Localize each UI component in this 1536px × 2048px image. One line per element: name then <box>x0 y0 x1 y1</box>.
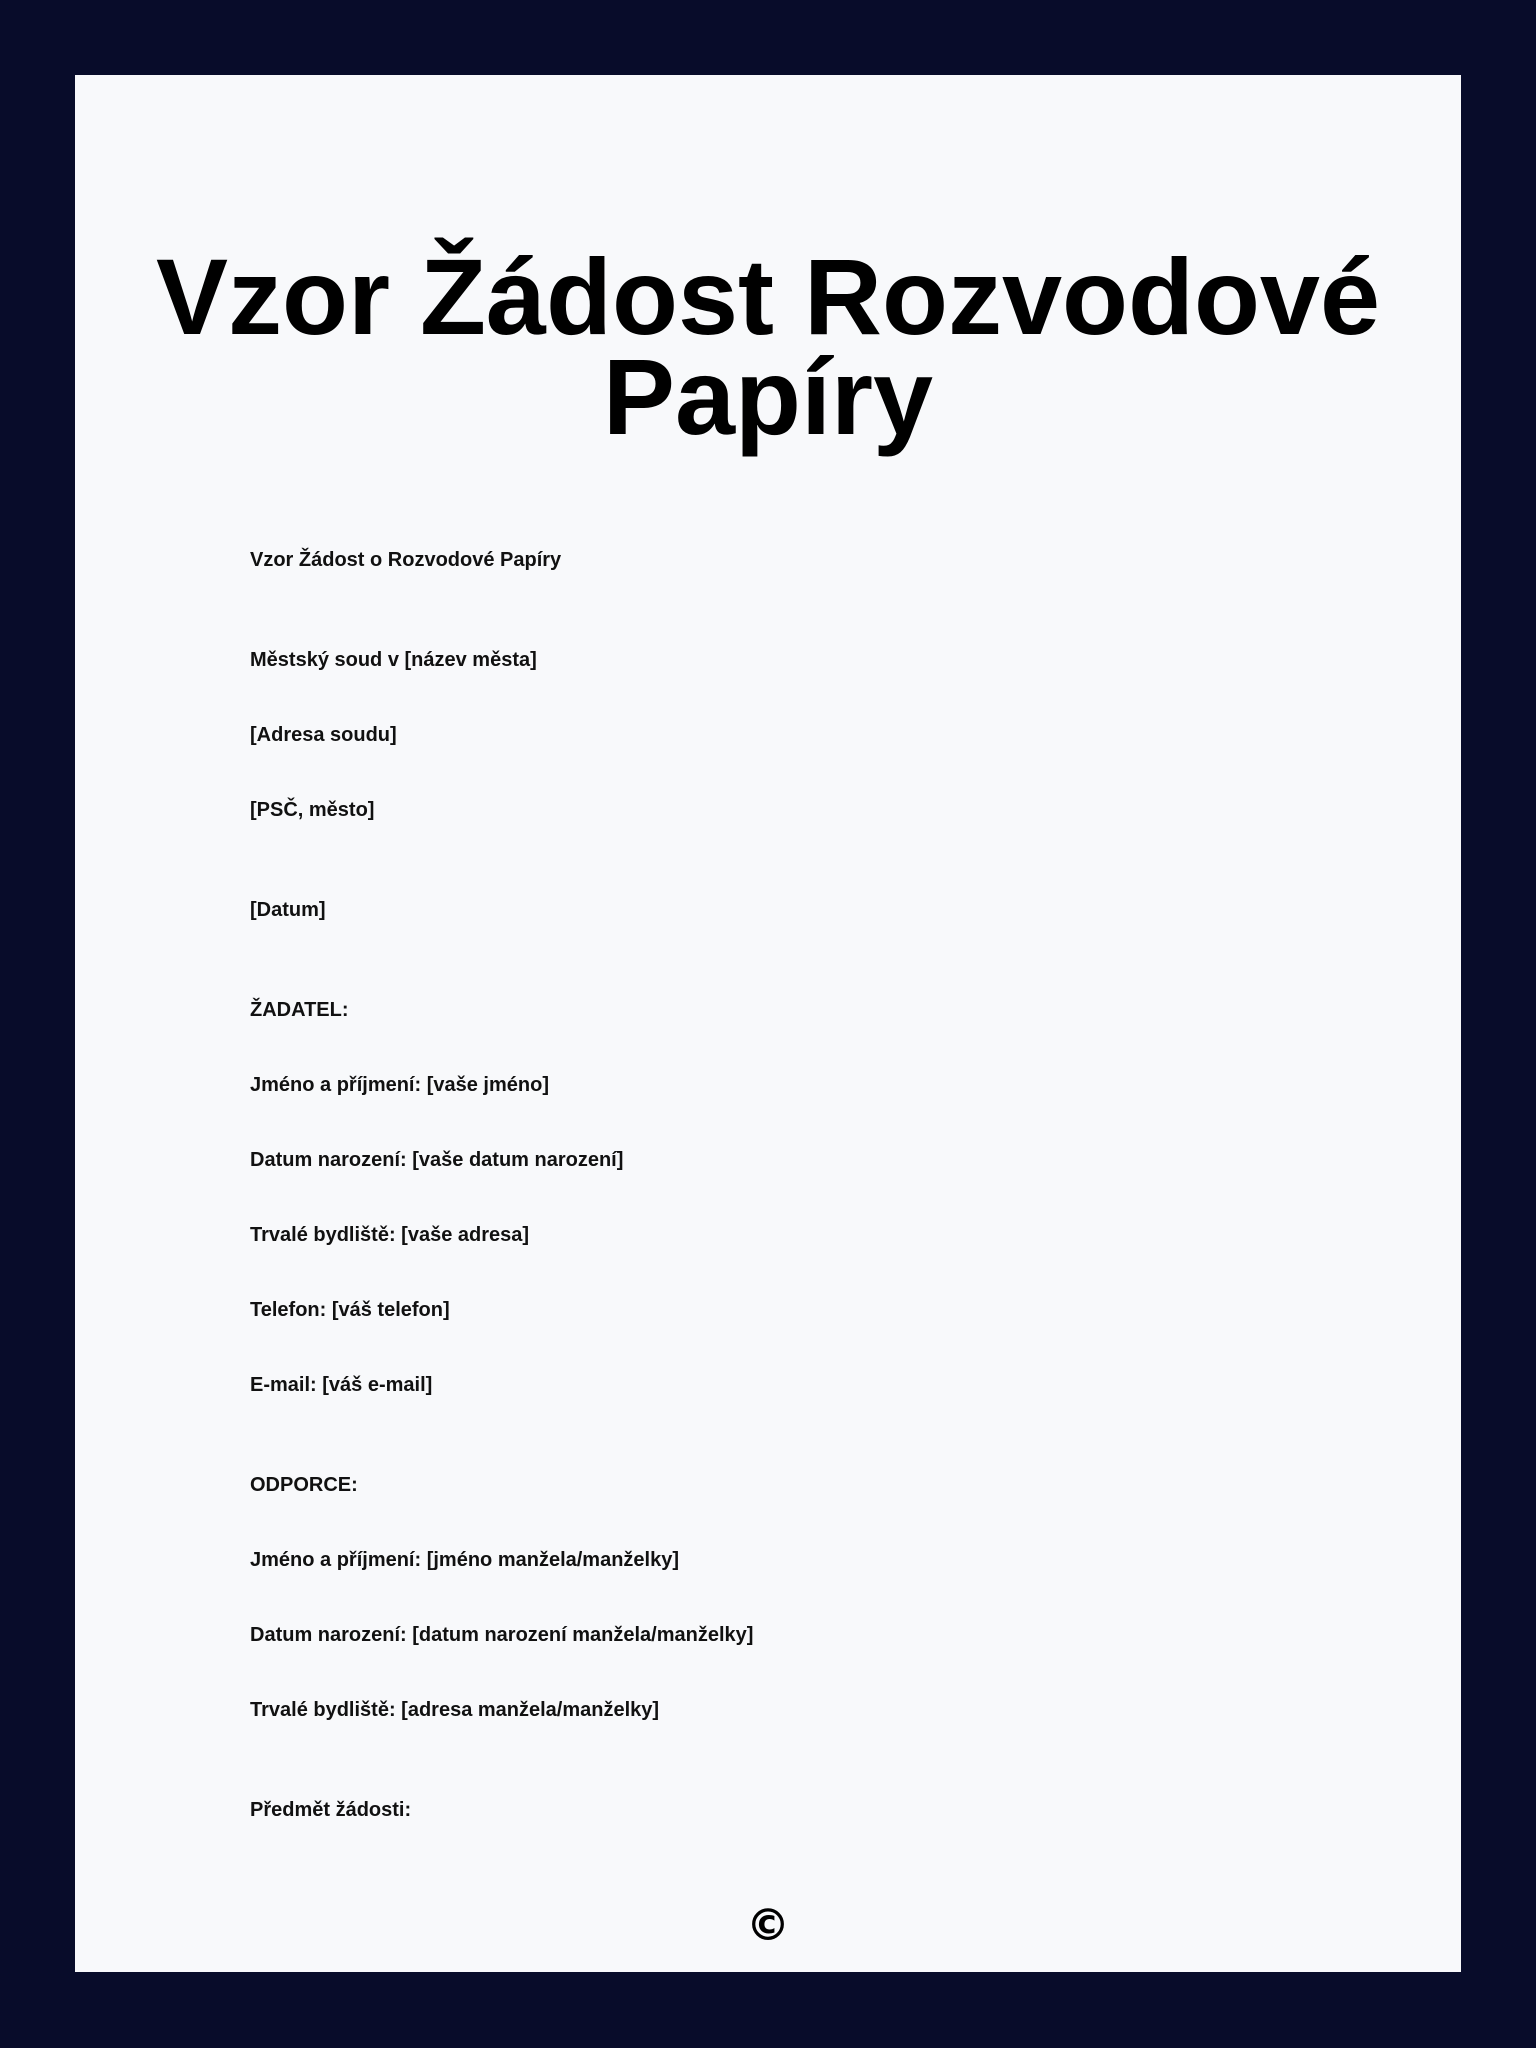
document-title: Vzor Žádost Rozvodové Papíry <box>155 236 1381 457</box>
applicant-email: E-mail: [váš e-mail] <box>250 1374 433 1396</box>
applicant-heading: ŽADATEL: <box>250 999 349 1021</box>
court-address: [Adresa soudu] <box>250 724 397 746</box>
date-line: [Datum] <box>250 899 326 921</box>
respondent-birthdate: Datum narození: [datum narození manžela/manželky] <box>250 1624 754 1646</box>
document-heading: Vzor Žádost o Rozvodové Papíry <box>250 549 562 571</box>
document-page <box>75 75 1461 1972</box>
court-name: Městský soud v [název města] <box>250 649 537 671</box>
applicant-birthdate: Datum narození: [vaše datum narození] <box>250 1149 624 1171</box>
request-subject-heading: Předmět žádosti: <box>250 1799 412 1821</box>
respondent-name: Jméno a příjmení: [jméno manžela/manželky] <box>250 1549 680 1571</box>
respondent-heading: ODPORCE: <box>250 1474 358 1496</box>
applicant-name: Jméno a příjmení: [vaše jméno] <box>250 1074 549 1096</box>
applicant-phone: Telefon: [váš telefon] <box>250 1299 450 1321</box>
court-postal-city: [PSČ, město] <box>250 799 375 821</box>
respondent-address: Trvalé bydliště: [adresa manžela/manželky] <box>250 1699 660 1721</box>
applicant-address: Trvalé bydliště: [vaše adresa] <box>250 1224 530 1246</box>
copyright-icon: © <box>746 1900 790 1951</box>
